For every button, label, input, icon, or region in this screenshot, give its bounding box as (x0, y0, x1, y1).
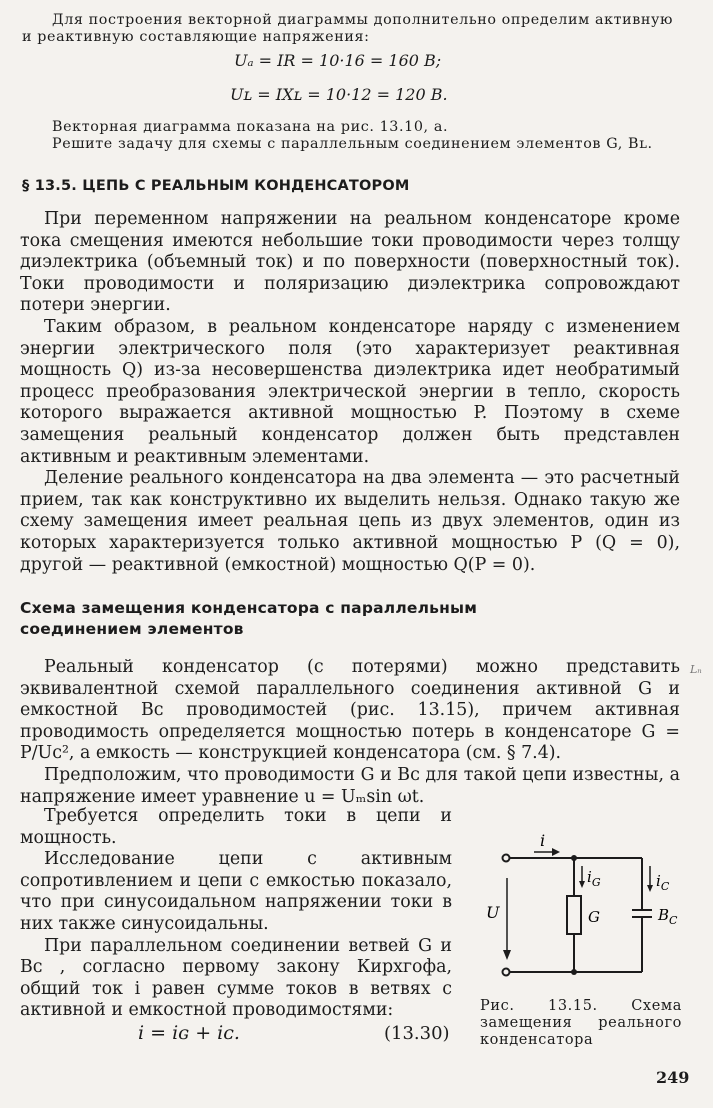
equation-ua: Uₐ = IR = 10·16 = 160 В; (234, 51, 442, 70)
junction-bottom (571, 969, 577, 975)
label-u: U (486, 903, 500, 922)
voltage-arrowhead (503, 950, 511, 960)
ic-arrowhead (647, 885, 653, 892)
equation-ul: Uʟ = IXʟ = 10·12 = 120 В. (230, 85, 448, 104)
subsection-body-top (20, 657, 680, 808)
ig-arrowhead (579, 881, 585, 888)
intro-block (22, 12, 682, 46)
intro-line-2: и реактивную составляющие напряжения: (22, 29, 370, 45)
current-arrowhead (552, 848, 560, 856)
subsection-paragraph-2: Предположим, что проводимости G и Bᴄ для такой цепи известны, а напряжение имеет уравнение u = Uₘsin ωt. (20, 764, 680, 807)
input-terminal-bottom (503, 969, 510, 976)
section-paragraph-2: Таким образом, в реальном конденсаторе наряду с изменением энергии электрического поля (это характеризует реактивная мощность Q) из-за несовершенства диэлектрика идет необратимый процесс преобразования электрической энергии в тепло, скорость которого выражается активной мощностью P. Поэтому в схеме замещения реальный конденсатор должен быть представлен активным и реактивным элементами. (20, 316, 680, 467)
subsection-title-line-2: соединением элементов (20, 620, 244, 638)
margin-mark: Lₙ (690, 663, 702, 676)
subsection-body-column (20, 806, 452, 1022)
junction-top (571, 855, 577, 861)
label-g: G (588, 908, 600, 926)
note-task: Решите задачу для схемы с параллельным соединением элементов G, Bʟ. (52, 136, 653, 152)
resistor-g (567, 896, 581, 934)
circuit-diagram (474, 830, 684, 995)
subsection-paragraph-4: Исследование цепи с активным сопротивлением и цепи с емкостью показало, что при синусоидальном напряжении токи в них также синусоидальны. (20, 849, 452, 934)
subsection-paragraph-3: Требуется определить токи в цепи и мощность. (20, 806, 452, 848)
section-title: § 13.5. ЦЕПЬ С РЕАЛЬНЫМ КОНДЕНСАТОРОМ (22, 178, 410, 194)
equation-number: (13.30) (384, 1023, 450, 1044)
subsection-title (20, 598, 477, 640)
section-paragraph-1: При переменном напряжении на реальном конденсаторе кроме тока смещения имеются небольшие токи проводимости через толщу диэлектрика (объемный ток) и по поверхности (поверхностный ток). Токи проводимости и поляризацию диэлектрика сопровождают потери энергии. (20, 209, 680, 316)
intro-line-1: Для построения векторной диаграммы дополнительно определим активную (52, 12, 674, 28)
note-vector-diagram: Векторная диаграмма показана на рис. 13.10, а. (52, 119, 449, 135)
label-bc: $B_C$ (658, 906, 678, 927)
figure-caption: Рис. 13.15. Схема замещения реального конденсатора (480, 998, 682, 1048)
input-terminal-top (503, 855, 510, 862)
label-i: i (540, 831, 546, 850)
subsection-paragraph-1: Реальный конденсатор (с потерями) можно представить эквивалентной схемой параллельного соединения активной G и емкостной Bᴄ проводимостей (рис. 13.15), причем активная проводимость определяется мощностью потерь в конденсаторе G = P/Uᴄ², а емкость — конструкцией конденсатора (см. § 7.4). (20, 657, 680, 764)
subsection-title-line-1: Схема замещения конденсатора с параллельным (20, 599, 478, 617)
subsection-paragraph-5: При параллельном соединении ветвей G и Bᴄ , согласно первому закону Кирхгофа, общий ток i равен сумме токов в ветвях с активной и емкостной проводимостями: (20, 935, 452, 1021)
section-body (20, 209, 680, 576)
label-ic: $i_C$ (656, 872, 670, 893)
label-ig: $i_G$ (587, 868, 601, 889)
equation-13-30: i = iɢ + iᴄ. (138, 1022, 240, 1044)
page-number: 249 (656, 1068, 690, 1087)
section-paragraph-3: Деление реального конденсатора на два элемента — это расчетный прием, так как конструктивно их выделить нельзя. Однако такую же схему замещения имеет реальная цепь из двух элементов, один из которых характеризуется только активной мощностью P (Q = 0), другой — реактивной (емкостной) мощностью Q(P = 0). (20, 468, 680, 575)
